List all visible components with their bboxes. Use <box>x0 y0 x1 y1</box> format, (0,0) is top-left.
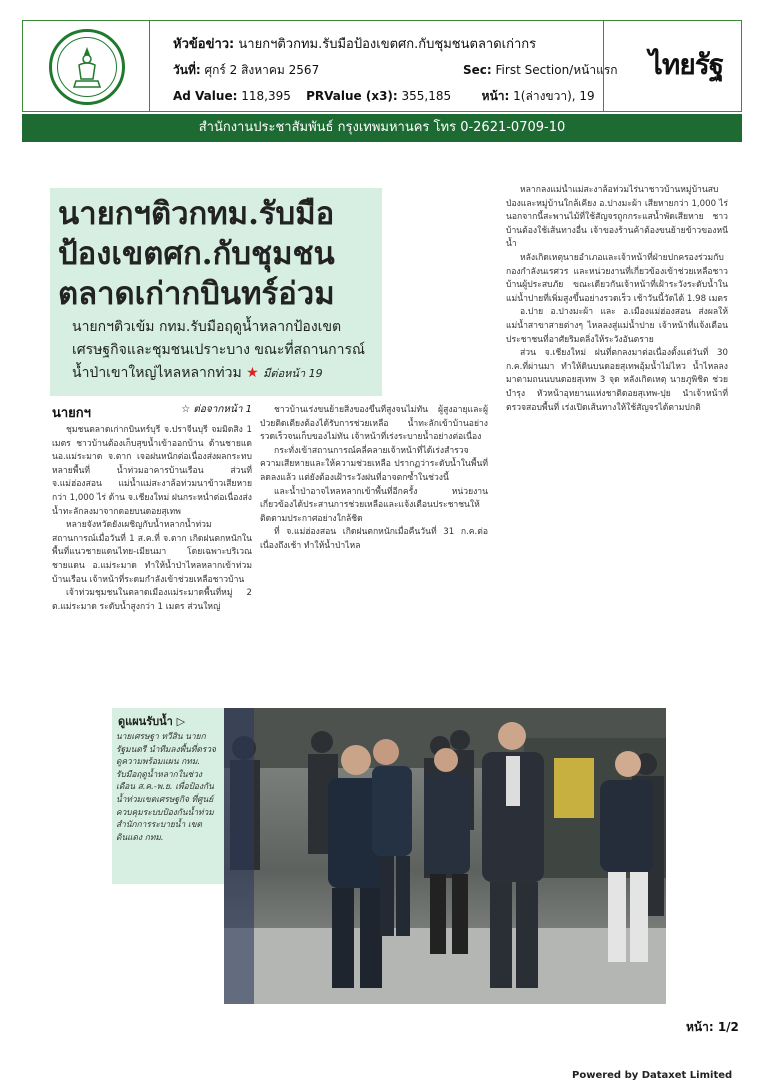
section-label: Sec: <box>463 63 492 77</box>
caption-title <box>118 712 185 730</box>
paragraph: ชุมชนตลาดเก่ากบินทร์บุรี จ.ปราจีนบุรี จมมิดสิง 1 เมตร ชาวบ้านต้องเก็บสุขน้ำเข้าออกบ้าน ด้านชายแดนอ.แม่ระมาด จ.ตาก เจอฝนหนักต่อเนื่องส่งผลกระทบหลายพื้นที่ น้ำท่วมอาคารบ้านเรือน ส่วนที่ จ.แม่ฮ่องสอน แม่น้ำแม่สะงาล้อท่วมนาข้าวเสียหายกว่า 1,000 ไร่ ด้าน จ.เชียงใหม่ ฝนกระหน่ำต่อเนื่องส่งน้ำทะลักลงมาจากดอยบนดอยสุเทพ <box>52 425 252 517</box>
pr-value: 355,185 <box>401 89 452 103</box>
headline-value: นายกฯติวกทม.รับมือป้องเขตศก.กับชุมชนตลาดเก่ากร <box>238 37 537 52</box>
photo-caption-panel <box>112 708 224 884</box>
paragraph: กระทั่งเข้าสถานการณ์คลี่คลายเจ้าหน้าที่ได้เร่งสำรวจความเสียหายและให้ความช่วยเหลือ ปรากฏว่าระดับน้ำในพื้นที่ลดลงแล้ว แต่ยังต้องเฝ้าระวังฝนที่อาจตกซ้ำในช่วงนี้ <box>260 445 488 483</box>
page-number: หน้า: 1/2 <box>686 1020 739 1034</box>
page-label: หน้า: <box>481 89 510 103</box>
byline-continue-text: ต่อจากหน้า 1 <box>193 404 252 415</box>
paragraph: หลังเกิดเหตุนายอำเภอและเจ้าหน้าที่ฝ่ายปกครองร่วมกับกองกำลังนเรศวร และหน่วยงานที่เกี่ยวข้องเข้าช่วยเหลือชาวบ้านผู้ประสบภัย ขณะเดียวกันเจ้าหน้าที่เฝ้าระวังระดับน้ำในแม่น้ำปายที่เพิ่มสูงขึ้นอย่างรวดเร็ว เช้าวันนี้วัดได้ 1.98 เมตร <box>506 252 728 304</box>
section-row <box>463 61 618 80</box>
byline <box>52 402 252 423</box>
ad-value-label: Ad Value: <box>173 89 238 103</box>
article-column-3 <box>506 184 728 754</box>
news-photo <box>224 708 666 1004</box>
header-divider <box>149 21 150 111</box>
paragraph: ส่วน จ.เชียงใหม่ ฝนที่ตกลงมาต่อเนื่องตั้งแต่วันที่ 30 ก.ค.ที่ผ่านมา ทำให้ดินบนดอยสุเทพอุ้มน้ำไม่ไหว น้ำไหลลงมาตามถนนบนดอยสุเทพ 3 จุด หลังเกิดเหตุ นายภูพิชิต ช่วยบำรุง หัวหน้าอุทยานแห่งชาติดอยสุเทพ-ปุย นำเจ้าหน้าที่ตรวจสอบพื้นที่ เร่งเปิดเส้นทางให้ใช้สัญจรได้ตามปกติ <box>506 348 728 413</box>
bma-seal-logo <box>49 29 125 105</box>
powered-by: Powered by Dataxet Limited <box>572 1070 733 1081</box>
seal-inner-ring <box>57 37 117 97</box>
paragraph: อ.ปาย อ.ปางมะผ้า และ อ.เมืองแม่ฮ่องสอน ส่งผลให้แม่น้ำสาขาสายต่างๆ ไหลลงสู่แม่น้ำปาย เจ้าหน้าที่แจ้งเตือนประชาชนที่อาศัยริมตลิ่งให้ระวังอันตราย <box>506 307 728 345</box>
clipping-header <box>22 20 742 112</box>
paragraph: เจ้าท่วมชุมชนในตลาดเมืองแม่ระมาดพื้นที่หมู่ 2 ต.แม่ระมาด ระดับน้ำสูงกว่า 1 เมตร ส่วนใหญ่ <box>52 588 252 612</box>
article-clipping <box>48 185 728 756</box>
news-photo-illustration <box>224 708 666 1004</box>
paragraph: ชาวบ้านเร่งขนย้ายสิ่งของขึ้นที่สูงจนไม่ทัน ผู้สูงอายุและผู้ป่วยติดเตียงต้องได้รับการช่วยเหลือ น้ำทะลักเข้าบ้านอย่างรวดเร็วจนเก็บของไม่ทัน เจ้าหน้าที่เร่งระบายน้ำอย่างต่อเนื่อง <box>260 405 488 443</box>
headline-panel <box>50 188 382 396</box>
metrics-row <box>173 87 595 106</box>
date-row <box>173 61 319 80</box>
office-contact-bar: สำนักงานประชาสัมพันธ์ กรุงเทพมหานคร โทร 0-2621-0709-10 <box>22 114 742 142</box>
caption-text: นายเศรษฐา ทวีสิน นายกรัฐมนตรี นำทีมลงพื้นที่ตรวจดูความพร้อมแผน กทม. รับมือฤดูน้ำหลากในช่วงเดือน ส.ค.-พ.ย. เพื่อป้องกันน้ำท่วมเขตเศรษฐกิจ ที่ศูนย์ควบคุมระบบป้องกันน้ำท่วม สำนักการระบายน้ำ เขตดินแดง กทม. <box>116 731 216 842</box>
headline-label: หัวข้อข่าว: <box>173 37 235 52</box>
headline-row <box>173 33 613 54</box>
section-value: First Section/หน้าแรก <box>495 63 618 77</box>
byline-continue: ☆ ต่อจากหน้า 1 <box>181 404 252 415</box>
ad-value: 118,395 <box>241 89 291 103</box>
page-value: 1(ล่างขวา), 19 <box>513 89 595 103</box>
date-value: ศุกร์ 2 สิงหาคม 2567 <box>204 63 320 77</box>
paragraph: ที่ จ.แม่ฮ่องสอน เกิดฝนตกหนักเมื่อคืนวันที่ 31 ก.ค.ต่อเนื่องถึงเช้า ทำให้น้ำป่าไหล <box>260 527 488 551</box>
newspaper-name: ไทยรัฐ <box>648 48 724 81</box>
article-title: นายกฯติวกทม.รับมือ ป้องเขตศก.กับชุมชน ตลาดเก่ากบินทร์อ่วม <box>58 196 335 312</box>
article-column-2 <box>260 404 488 754</box>
article-column-1 <box>52 424 252 754</box>
paragraph: และน้ำป่าอาจไหลหลากเข้าพื้นที่อีกครั้ง หน่วยงานเกี่ยวข้องได้ประสานการช่วยเหลือและแจ้งเตือนประชาชนให้ติดตามประกาศอย่างใกล้ชิด <box>260 486 488 524</box>
pr-value-label: PRValue (x3): <box>306 89 398 103</box>
deck-continue: มีต่อหน้า 19 <box>263 367 323 380</box>
deck-text: นายกฯติวเข้ม กทม.รับมือฤดูน้ำหลากป้องเขตเศรษฐกิจและชุมชนเปราะบาง ขณะที่สถานการณ์น้ำป่าเขาใหญ่ไหลหลากท่วม <box>72 319 365 381</box>
deity-icon <box>70 45 104 89</box>
paragraph: หลากลงแม่น้ำแม่สะงาล้อท่วมไร่นาชาวบ้านหมู่บ้านสบป่องและหมู่บ้านใกล้เคียง อ.ปางมะผ้า เสียหายกว่า 1,000 ไร่ นอกจากนี้สะพานไม้ที่ใช้สัญจรถูกกระแสน้ำพัดเสียหาย ชาวบ้านต้องใช้เส้นทางอื่น เจ้าของร้านค้าต้องขนย้ายข้าวของหนีน้ำ <box>506 185 728 250</box>
article-deck <box>72 316 382 385</box>
caption-title-text: ดูแผนรับน้ำ <box>118 715 173 728</box>
byline-name: นายกฯ <box>52 406 91 421</box>
paragraph: หลายจังหวัดยังเผชิญกับน้ำหลากน้ำท่วม สถานการณ์เมื่อวันที่ 1 ส.ค.ที่ จ.ตาก เกิดฝนตกหนักในพื้นที่แนวชายแดนไทย-เมียนมา โดยเฉพาะบริเวณชายแดน อ.แม่ระมาด ทำให้น้ำป่าไหลหลากเข้าท่วมบ้านเรือน เจ้าหน้าที่ระดมกำลังเข้าช่วยเหลือชาวบ้าน <box>52 520 252 585</box>
play-arrow-icon: ▷ <box>176 715 186 728</box>
date-label: วันที่: <box>173 63 201 77</box>
star-icon: ★ <box>246 365 259 381</box>
